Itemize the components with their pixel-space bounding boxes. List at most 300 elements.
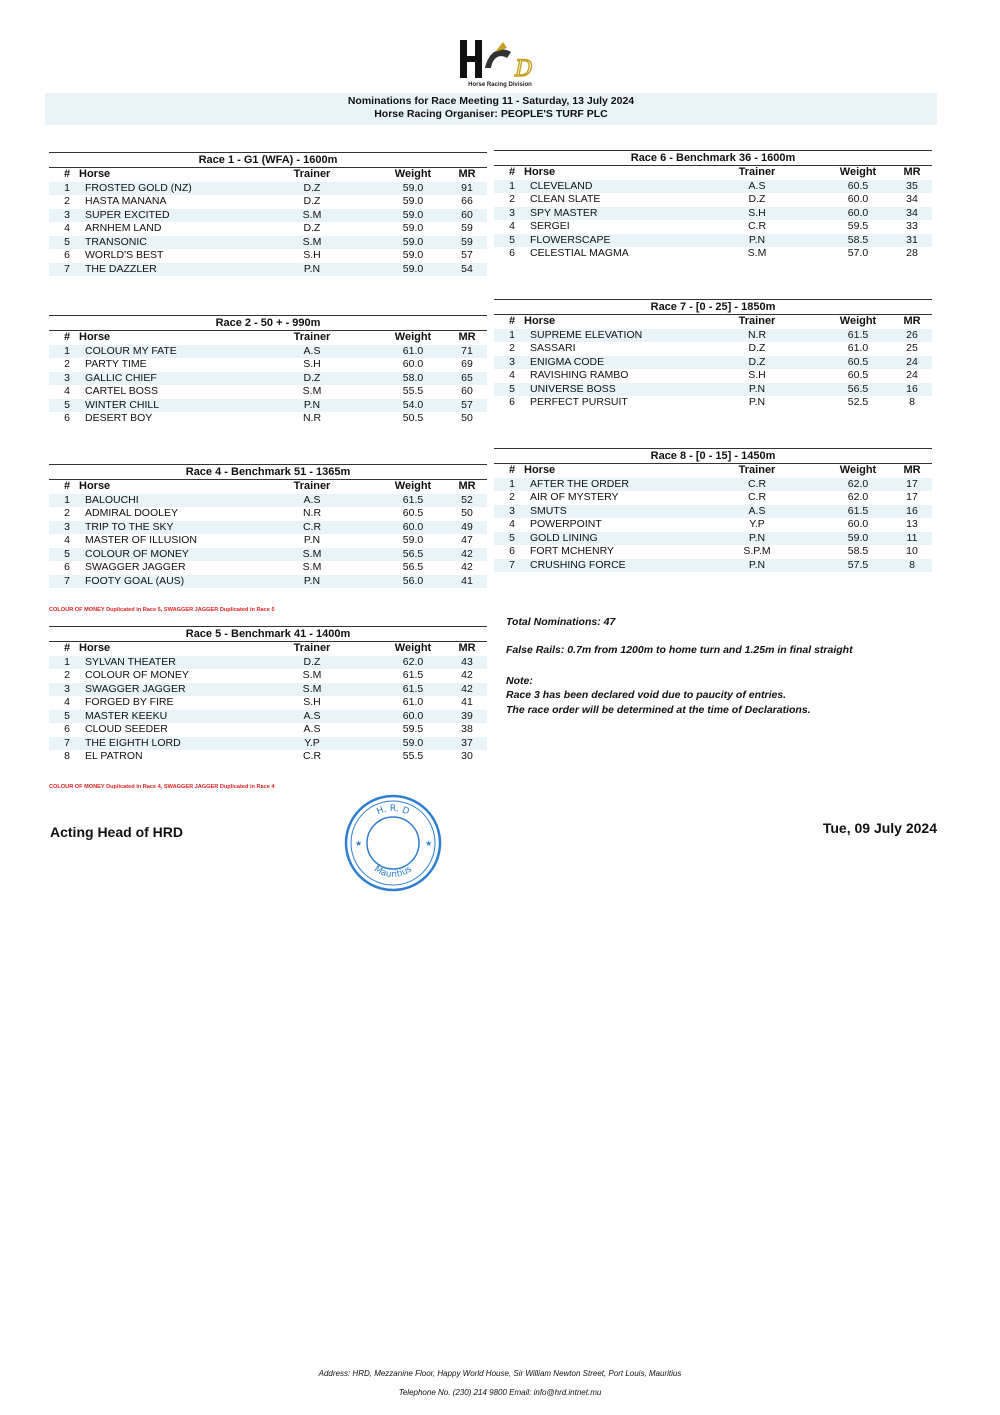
trainer-code: D.Z <box>303 222 321 234</box>
trainer-code: D.Z <box>748 193 766 205</box>
horse-name: SUPREME ELEVATION <box>530 328 643 341</box>
col-weight-header: Weight <box>839 315 877 327</box>
mr-value: 42 <box>461 669 473 681</box>
runner-number: 3 <box>64 682 70 695</box>
horse-name: SWAGGER JAGGER <box>85 682 186 695</box>
horse-name: SUPER EXCITED <box>85 208 170 221</box>
col-mr-header: MR <box>903 166 921 178</box>
signature-date: Tue, 09 July 2024 <box>822 820 937 836</box>
table-row <box>49 345 487 359</box>
runner-number: 4 <box>509 369 515 381</box>
mr-value: 16 <box>906 382 918 395</box>
table-row <box>494 491 932 505</box>
horse-name: FORT MCHENRY <box>530 545 615 557</box>
runner-number: 1 <box>64 344 70 357</box>
horse-name: CRUSHING FORCE <box>530 558 626 571</box>
trainer-code: Y.P <box>304 736 320 749</box>
table-row <box>49 575 487 589</box>
race-6-table <box>494 146 932 261</box>
weight-value: 60.0 <box>847 193 869 205</box>
mr-value: 57 <box>461 398 473 411</box>
table-row <box>49 696 487 710</box>
horse-name: THE EIGHTH LORD <box>85 736 181 749</box>
table-row <box>494 180 932 194</box>
horse-name: DESERT BOY <box>85 412 153 424</box>
col-trainer-header: Trainer <box>293 642 331 654</box>
col-num-header: # <box>508 315 516 327</box>
weight-value: 61.5 <box>847 328 869 341</box>
mr-value: 37 <box>461 736 473 749</box>
footer-address: Address: HRD, Mezzanine Floor, Happy World House, Sir William Newton Street, Port Louis, Mauritius <box>318 1369 682 1378</box>
col-weight-header: Weight <box>394 168 432 180</box>
trainer-code: S.H <box>303 696 321 708</box>
trainer-code: Y.P <box>749 518 765 530</box>
race-title: Race 1 - G1 (WFA) - 1600m <box>49 152 487 168</box>
horse-name: UNIVERSE BOSS <box>530 382 616 395</box>
horse-name: FORGED BY FIRE <box>85 696 174 708</box>
table-row <box>49 507 487 521</box>
table-header-row <box>49 480 487 494</box>
horse-name: SYLVAN THEATER <box>85 655 176 668</box>
false-rails: False Rails: 0.7m from 1200m to home turn and 1.25m in final straight <box>506 644 853 656</box>
table-row <box>494 478 932 492</box>
weight-value: 59.0 <box>402 235 424 248</box>
weight-value: 61.0 <box>847 342 869 354</box>
runner-number: 1 <box>64 181 70 194</box>
race-5-duplicate-note: COLOUR OF MONEY Duplicated in Race 4, SWAGGER JAGGER Duplicated in Race 4 <box>49 784 275 790</box>
col-weight-header: Weight <box>394 331 432 343</box>
mr-value: 33 <box>906 220 918 232</box>
trainer-code: S.M <box>747 247 767 259</box>
runner-number: 6 <box>509 545 515 557</box>
trainer-code: C.R <box>302 520 322 533</box>
table-row <box>49 222 487 236</box>
horse-name: TRIP TO THE SKY <box>85 520 174 533</box>
horse-name: PERFECT PURSUIT <box>530 396 628 408</box>
horse-name: EL PATRON <box>85 750 143 762</box>
trainer-code: C.R <box>747 220 767 232</box>
trainer-code: S.M <box>302 561 322 573</box>
table-row <box>49 723 487 737</box>
meeting-title: Nominations for Race Meeting 11 - Saturday, 13 July 2024 <box>347 95 635 107</box>
runner-number: 4 <box>64 696 70 708</box>
race-title: Race 4 - Benchmark 51 - 1365m <box>49 464 487 480</box>
mr-value: 24 <box>906 369 918 381</box>
mr-value: 57 <box>461 249 473 261</box>
race-1-table <box>49 148 487 276</box>
weight-value: 62.0 <box>847 491 869 503</box>
mr-value: 11 <box>906 531 918 544</box>
horse-name: HASTA MANANA <box>85 195 167 207</box>
horse-name: ADMIRAL DOOLEY <box>85 507 178 519</box>
trainer-code: D.Z <box>748 342 766 354</box>
table-row <box>49 710 487 724</box>
col-horse-header: Horse <box>79 331 111 343</box>
table-row <box>494 247 932 261</box>
table-row <box>494 234 932 248</box>
horse-name: WINTER CHILL <box>85 398 160 411</box>
table-row <box>49 737 487 751</box>
runner-number: 4 <box>64 385 70 397</box>
mr-value: 38 <box>461 723 473 735</box>
runner-number: 1 <box>64 655 70 668</box>
runner-number: 1 <box>509 477 515 490</box>
weight-value: 62.0 <box>847 477 869 490</box>
weight-value: 59.0 <box>847 531 869 544</box>
horse-name: COLOUR MY FATE <box>85 344 177 357</box>
trainer-code: S.H <box>748 369 766 381</box>
mr-value: 60 <box>461 385 473 397</box>
table-row <box>494 342 932 356</box>
table-row <box>49 494 487 508</box>
table-row <box>494 396 932 410</box>
mr-value: 69 <box>461 358 473 370</box>
weight-value: 55.5 <box>402 750 424 762</box>
mr-value: 17 <box>906 491 918 503</box>
table-row <box>49 521 487 535</box>
horse-name: SASSARI <box>530 342 576 354</box>
svg-text:★: ★ <box>425 839 433 848</box>
weight-value: 59.0 <box>402 534 424 546</box>
weight-value: 60.0 <box>402 709 424 722</box>
table-header-row <box>49 642 487 656</box>
table-row <box>494 329 932 343</box>
runner-number: 1 <box>509 179 515 192</box>
race-title: Race 8 - [0 - 15] - 1450m <box>494 448 932 464</box>
runner-number: 7 <box>64 736 70 749</box>
table-row <box>49 683 487 697</box>
table-row <box>49 399 487 413</box>
runner-number: 5 <box>509 233 515 246</box>
horse-name: SMUTS <box>530 504 567 517</box>
mr-value: 47 <box>461 534 473 546</box>
col-horse-header: Horse <box>79 168 111 180</box>
col-num-header: # <box>63 168 71 180</box>
trainer-code: S.M <box>302 208 322 221</box>
mr-value: 42 <box>461 561 473 573</box>
col-num-header: # <box>508 166 516 178</box>
trainer-code: P.N <box>748 558 766 571</box>
mr-value: 54 <box>461 262 473 275</box>
runner-number: 7 <box>64 574 70 587</box>
mr-value: 16 <box>906 504 918 517</box>
runner-number: 6 <box>64 412 70 424</box>
weight-value: 57.0 <box>847 247 869 259</box>
note-line-2: The race order will be determined at the time of Declarations. <box>506 704 811 716</box>
weight-value: 56.5 <box>402 547 424 560</box>
trainer-code: P.N <box>303 262 321 275</box>
table-row <box>49 548 487 562</box>
col-weight-header: Weight <box>394 642 432 654</box>
runner-number: 3 <box>509 504 515 517</box>
mr-value: 24 <box>906 355 918 368</box>
runner-number: 2 <box>509 342 515 354</box>
runner-number: 6 <box>64 561 70 573</box>
runner-number: 3 <box>64 371 70 384</box>
mr-value: 31 <box>906 233 918 246</box>
table-header-row <box>494 464 932 478</box>
mr-value: 25 <box>906 342 918 354</box>
runner-number: 6 <box>64 249 70 261</box>
horse-name: GALLIC CHIEF <box>85 371 157 384</box>
weight-value: 57.5 <box>847 558 869 571</box>
mr-value: 26 <box>906 328 918 341</box>
runner-number: 5 <box>64 398 70 411</box>
horse-name: THE DAZZLER <box>85 262 157 275</box>
svg-text:H. R. D: H. R. D <box>375 803 411 818</box>
mr-value: 43 <box>461 655 473 668</box>
mr-value: 41 <box>461 696 473 708</box>
runner-number: 4 <box>509 518 515 530</box>
col-num-header: # <box>63 642 71 654</box>
table-header-row <box>49 168 487 182</box>
horse-name: COLOUR OF MONEY <box>85 669 189 681</box>
trainer-code: P.N <box>748 382 766 395</box>
mr-value: 34 <box>906 193 918 205</box>
col-trainer-header: Trainer <box>293 168 331 180</box>
horse-name: COLOUR OF MONEY <box>85 547 189 560</box>
weight-value: 59.0 <box>402 736 424 749</box>
weight-value: 60.0 <box>847 518 869 530</box>
weight-value: 54.0 <box>402 398 424 411</box>
horse-name: GOLD LINING <box>530 531 598 544</box>
mr-value: 59 <box>461 235 473 248</box>
trainer-code: S.H <box>748 206 766 219</box>
weight-value: 58.0 <box>402 371 424 384</box>
runner-number: 8 <box>64 750 70 762</box>
col-num-header: # <box>63 480 71 492</box>
weight-value: 60.0 <box>402 358 424 370</box>
col-horse-header: Horse <box>79 480 111 492</box>
table-row <box>49 236 487 250</box>
table-row <box>49 249 487 263</box>
col-trainer-header: Trainer <box>738 464 776 476</box>
mr-value: 8 <box>909 396 915 408</box>
runner-number: 2 <box>64 669 70 681</box>
weight-value: 61.0 <box>402 696 424 708</box>
table-row <box>49 372 487 386</box>
mr-value: 42 <box>461 682 473 695</box>
weight-value: 59.0 <box>402 222 424 234</box>
weight-value: 60.5 <box>847 355 869 368</box>
col-mr-header: MR <box>903 464 921 476</box>
mr-value: 10 <box>906 545 918 557</box>
col-weight-header: Weight <box>839 464 877 476</box>
horse-name: ENIGMA CODE <box>530 355 605 368</box>
trainer-code: P.N <box>748 531 766 544</box>
weight-value: 61.5 <box>402 493 424 506</box>
race-title: Race 2 - 50 + - 990m <box>49 315 487 331</box>
table-header-row <box>494 315 932 329</box>
trainer-code: P.N <box>303 574 321 587</box>
runner-number: 7 <box>64 262 70 275</box>
trainer-code: C.R <box>747 491 767 503</box>
table-row <box>494 559 932 573</box>
table-row <box>494 505 932 519</box>
horse-name: CELESTIAL MAGMA <box>530 247 629 259</box>
runner-number: 4 <box>64 534 70 546</box>
col-mr-header: MR <box>458 331 476 343</box>
trainer-code: D.Z <box>303 181 321 194</box>
race-2-table <box>49 311 487 426</box>
trainer-code: D.Z <box>303 655 321 668</box>
trainer-code: S.P.M <box>743 545 771 557</box>
runner-number: 5 <box>509 531 515 544</box>
runner-number: 2 <box>509 491 515 503</box>
race-title: Race 6 - Benchmark 36 - 1600m <box>494 150 932 166</box>
table-row <box>494 193 932 207</box>
col-weight-header: Weight <box>839 166 877 178</box>
hrd-stamp <box>343 793 443 893</box>
runner-number: 2 <box>64 507 70 519</box>
trainer-code: D.Z <box>303 195 321 207</box>
trainer-code: C.R <box>302 750 322 762</box>
weight-value: 50.5 <box>402 412 424 424</box>
runner-number: 1 <box>509 328 515 341</box>
mr-value: 13 <box>906 518 918 530</box>
col-num-header: # <box>508 464 516 476</box>
table-header-row <box>494 166 932 180</box>
trainer-code: A.S <box>303 723 321 735</box>
weight-value: 60.0 <box>847 206 869 219</box>
table-row <box>49 263 487 277</box>
table-row <box>49 669 487 683</box>
runner-number: 4 <box>509 220 515 232</box>
trainer-code: P.N <box>748 396 766 408</box>
trainer-code: A.S <box>303 709 321 722</box>
note-line-1: Race 3 has been declared void due to paucity of entries. <box>506 689 787 701</box>
horse-name: AIR OF MYSTERY <box>530 491 619 503</box>
weight-value: 58.5 <box>847 233 869 246</box>
weight-value: 56.0 <box>402 574 424 587</box>
horse-name: CLEVELAND <box>530 179 593 192</box>
trainer-code: S.M <box>302 682 322 695</box>
trainer-code: N.R <box>302 412 322 424</box>
runner-number: 7 <box>509 558 515 571</box>
horse-name: RAVISHING RAMBO <box>530 369 629 381</box>
table-row <box>49 358 487 372</box>
svg-text:D: D <box>515 57 533 82</box>
horse-name: PARTY TIME <box>85 358 147 370</box>
runner-number: 5 <box>509 382 515 395</box>
table-row <box>49 750 487 764</box>
table-header-row <box>49 331 487 345</box>
mr-value: 65 <box>461 371 473 384</box>
runner-number: 3 <box>509 355 515 368</box>
mr-value: 34 <box>906 206 918 219</box>
race-8-table <box>494 444 932 572</box>
weight-value: 61.5 <box>847 504 869 517</box>
mr-value: 8 <box>909 558 915 571</box>
table-row <box>494 518 932 532</box>
horse-name: MASTER KEEKU <box>85 709 168 722</box>
table-row <box>494 383 932 397</box>
weight-value: 59.5 <box>847 220 869 232</box>
col-horse-header: Horse <box>79 642 111 654</box>
organiser-line: Horse Racing Organiser: PEOPLE'S TURF PLC <box>374 108 608 120</box>
horse-name: CLEAN SLATE <box>530 193 601 205</box>
weight-value: 59.0 <box>402 262 424 275</box>
trainer-code: C.R <box>747 477 767 490</box>
weight-value: 60.0 <box>402 520 424 533</box>
col-mr-header: MR <box>903 315 921 327</box>
weight-value: 59.0 <box>402 181 424 194</box>
table-row <box>494 545 932 559</box>
runner-number: 3 <box>509 206 515 219</box>
runner-number: 3 <box>64 520 70 533</box>
weight-value: 59.5 <box>402 723 424 735</box>
mr-value: 35 <box>906 179 918 192</box>
table-row <box>49 385 487 399</box>
horse-name: FOOTY GOAL (AUS) <box>85 574 185 587</box>
race-title: Race 7 - [0 - 25] - 1850m <box>494 299 932 315</box>
logo-caption: Horse Racing Division <box>468 82 532 88</box>
horse-name: POWERPOINT <box>530 518 602 530</box>
trainer-code: S.M <box>302 669 322 681</box>
weight-value: 60.5 <box>402 507 424 519</box>
race-7-table <box>494 295 932 410</box>
mr-value: 60 <box>461 208 473 221</box>
runner-number: 6 <box>509 396 515 408</box>
race-4-table <box>49 460 487 588</box>
runner-number: 2 <box>64 358 70 370</box>
weight-value: 52.5 <box>847 396 869 408</box>
mr-value: 49 <box>461 520 473 533</box>
svg-text:Mauritius: Mauritius <box>372 864 415 881</box>
note-label: Note: <box>506 675 533 687</box>
trainer-code: S.M <box>302 385 322 397</box>
mr-value: 52 <box>461 493 473 506</box>
svg-text:★: ★ <box>355 839 363 848</box>
table-row <box>494 532 932 546</box>
mr-value: 42 <box>461 547 473 560</box>
trainer-code: S.H <box>303 249 321 261</box>
trainer-code: N.R <box>302 507 322 519</box>
mr-value: 28 <box>906 247 918 259</box>
weight-value: 61.0 <box>402 344 424 357</box>
runner-number: 2 <box>509 193 515 205</box>
mr-value: 30 <box>461 750 473 762</box>
runner-number: 6 <box>509 247 515 259</box>
trainer-code: S.M <box>302 235 322 248</box>
runner-number: 3 <box>64 208 70 221</box>
trainer-code: N.R <box>747 328 767 341</box>
signatory-role: Acting Head of HRD <box>50 824 183 840</box>
table-row <box>49 656 487 670</box>
race-5-table <box>49 622 487 764</box>
runner-number: 4 <box>64 222 70 234</box>
horse-name: SPY MASTER <box>530 206 598 219</box>
col-horse-header: Horse <box>524 315 556 327</box>
table-row <box>49 534 487 548</box>
table-row <box>494 207 932 221</box>
runner-number: 6 <box>64 723 70 735</box>
runner-number: 5 <box>64 547 70 560</box>
total-nominations: Total Nominations: 47 <box>506 616 616 628</box>
horse-name: FLOWERSCAPE <box>530 233 611 246</box>
table-row <box>49 412 487 426</box>
mr-value: 50 <box>461 412 473 424</box>
race-title: Race 5 - Benchmark 41 - 1400m <box>49 626 487 642</box>
weight-value: 58.5 <box>847 545 869 557</box>
weight-value: 56.5 <box>402 561 424 573</box>
col-mr-header: MR <box>458 168 476 180</box>
trainer-code: S.M <box>302 547 322 560</box>
runner-number: 5 <box>64 235 70 248</box>
weight-value: 59.0 <box>402 249 424 261</box>
col-trainer-header: Trainer <box>738 166 776 178</box>
trainer-code: A.S <box>303 493 321 506</box>
